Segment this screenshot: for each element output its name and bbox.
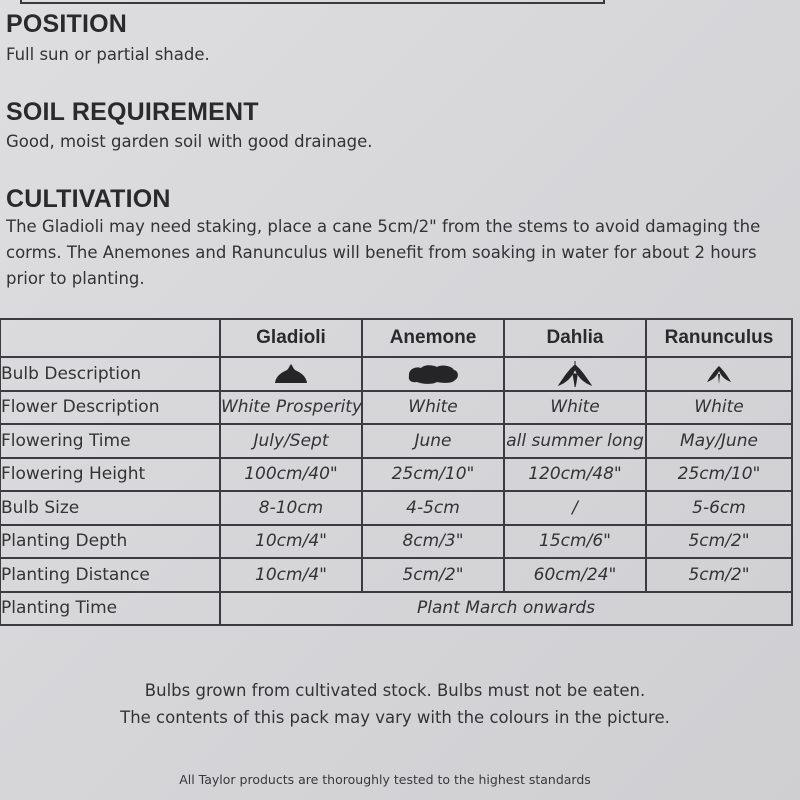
table-cell: 25cm/10" xyxy=(646,458,792,492)
table-row xyxy=(0,491,792,525)
table-row xyxy=(0,592,792,626)
anemone-tuber-icon xyxy=(362,357,504,391)
table-cell: May/June xyxy=(646,424,792,458)
row-label: Flower Description xyxy=(0,391,220,425)
quality-statement: All Taylor products are thoroughly tested to the highest standards xyxy=(179,772,591,787)
table-row xyxy=(0,357,792,391)
table-row xyxy=(0,424,792,458)
footer-notice xyxy=(0,677,790,731)
row-label: Planting Depth xyxy=(0,525,220,559)
row-label: Flowering Time xyxy=(0,424,220,458)
table-row xyxy=(0,558,792,592)
table-header-row xyxy=(0,319,792,357)
cultivation-line: The Gladioli may need staking, place a cane 5cm/2" from the stems to avoid damaging the xyxy=(6,217,761,236)
planting-info-table xyxy=(0,318,793,626)
table-cell: June xyxy=(362,424,504,458)
table-cell: all summer long xyxy=(504,424,646,458)
table-cell: 8cm/3" xyxy=(362,525,504,559)
row-label-planting-time: Planting Time xyxy=(0,592,220,626)
table-cell: 5cm/2" xyxy=(646,558,792,592)
cultivation-text xyxy=(6,214,760,292)
planting-time-value: Plant March onwards xyxy=(220,592,792,626)
cultivation-heading: CULTIVATION xyxy=(6,185,171,213)
position-text: Full sun or partial shade. xyxy=(6,45,210,64)
gladioli-corm-icon xyxy=(220,357,362,391)
position-heading: POSITION xyxy=(6,10,128,38)
column-header-dahlia: Dahlia xyxy=(504,319,646,357)
table-cell: 4-5cm xyxy=(362,491,504,525)
table-cell: White xyxy=(646,391,792,425)
footer-line: The contents of this pack may vary with the colours in the picture. xyxy=(120,708,670,727)
table-cell: 5cm/2" xyxy=(362,558,504,592)
table-cell: 10cm/4" xyxy=(220,525,362,559)
table-cell: 60cm/24" xyxy=(504,558,646,592)
table-cell: 120cm/48" xyxy=(504,458,646,492)
dahlia-tuber-icon xyxy=(504,357,646,391)
table-row xyxy=(0,391,792,425)
table-row xyxy=(0,458,792,492)
table-cell: White xyxy=(362,391,504,425)
cultivation-line: prior to planting. xyxy=(6,269,145,288)
row-label: Bulb Size xyxy=(0,491,220,525)
header-empty-cell xyxy=(0,319,220,357)
row-label: Flowering Height xyxy=(0,458,220,492)
table-cell: July/Sept xyxy=(220,424,362,458)
cultivation-line: corms. The Anemones and Ranunculus will benefit from soaking in water for about 2 hours xyxy=(6,243,757,262)
column-header-anemone: Anemone xyxy=(362,319,504,357)
table-cell: 15cm/6" xyxy=(504,525,646,559)
table-cell: / xyxy=(504,491,646,525)
ranunculus-claw-icon xyxy=(646,357,792,391)
row-label-bulb-description: Bulb Description xyxy=(0,357,220,391)
table-cell: 10cm/4" xyxy=(220,558,362,592)
table-cell: 8-10cm xyxy=(220,491,362,525)
table-cell: 5-6cm xyxy=(646,491,792,525)
footer-line: Bulbs grown from cultivated stock. Bulbs must not be eaten. xyxy=(144,681,646,700)
column-header-ranunculus: Ranunculus xyxy=(646,319,792,357)
row-label: Planting Distance xyxy=(0,558,220,592)
soil-text: Good, moist garden soil with good drainage. xyxy=(6,132,373,151)
table-cell: 100cm/40" xyxy=(220,458,362,492)
table-row xyxy=(0,525,792,559)
table-cell: White xyxy=(504,391,646,425)
column-header-gladioli: Gladioli xyxy=(220,319,362,357)
top-border-fragment xyxy=(20,0,605,4)
table-cell: 5cm/2" xyxy=(646,525,792,559)
table-cell: 25cm/10" xyxy=(362,458,504,492)
soil-heading: SOIL REQUIREMENT xyxy=(6,98,259,126)
table-cell: White Prosperity xyxy=(220,391,362,425)
